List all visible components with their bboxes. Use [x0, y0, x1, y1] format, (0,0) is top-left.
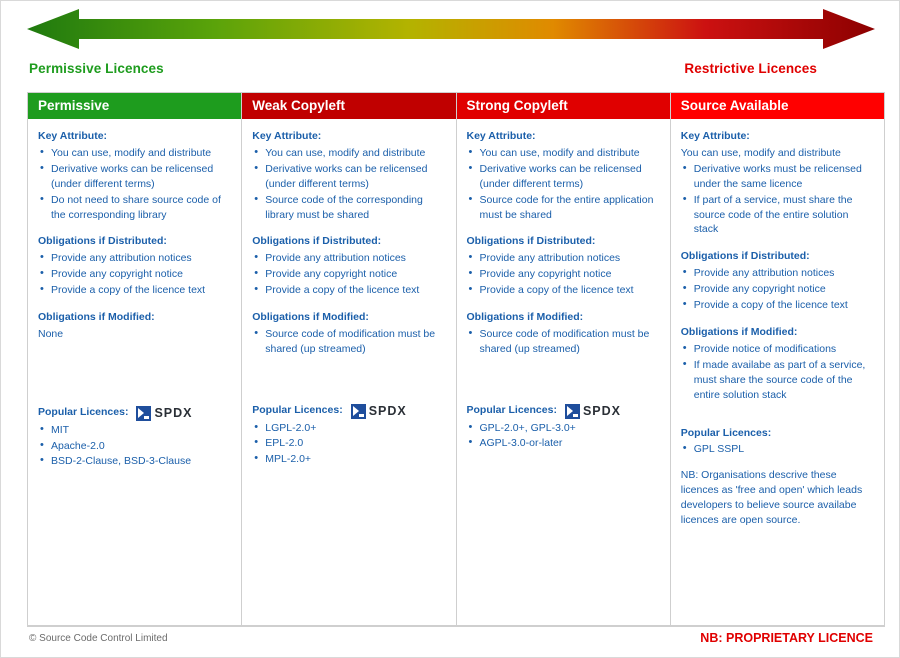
- label-popular-licences: Popular Licences:: [252, 404, 343, 417]
- spdx-mark-icon: [351, 404, 366, 419]
- proprietary-licence-note: NB: PROPRIETARY LICENCE: [700, 631, 873, 645]
- list-item: • Do not need to share source code of the corresponding library: [38, 193, 231, 223]
- list-item: • Source code of modification must be shared (up streamed): [467, 327, 660, 357]
- spdx-wordmark: SPDX: [368, 403, 407, 418]
- column-header-strong-copyleft: Strong Copyleft: [457, 93, 670, 119]
- list-item: • Provide any attribution notices: [252, 251, 445, 266]
- column-source-available: [671, 93, 884, 625]
- label-key-attribute: Key Attribute:: [466, 130, 536, 142]
- key-attribute-list: [467, 146, 660, 223]
- list-item: • Provide any copyright notice: [467, 267, 660, 282]
- spdx-mark-icon: [136, 406, 151, 421]
- list-item: • GPL SSPL: [681, 442, 874, 457]
- popular-licences-list: [681, 442, 874, 457]
- popular-licences-row: [681, 426, 874, 443]
- key-attribute-list: [252, 146, 445, 223]
- column-strong-copyleft: [457, 93, 671, 625]
- label-obligations-modified: Obligations if Modified:: [38, 311, 155, 324]
- obligations-modified-list: [681, 342, 874, 403]
- label-obligations-modified: Obligations if Modified:: [252, 311, 369, 324]
- list-item: • If made availabe as part of a service, must share the source code of the entire solution stack: [681, 358, 874, 403]
- list-item: • Derivative works can be relicensed (under different terms): [38, 162, 231, 192]
- column-permissive: [28, 93, 242, 625]
- label-popular-licences: Popular Licences:: [38, 406, 129, 419]
- spdx-wordmark: SPDX: [582, 403, 621, 418]
- list-item: • Source code of the corresponding library must be shared: [252, 193, 445, 223]
- spdx-wordmark: SPDX: [154, 405, 193, 420]
- obligations-modified-list: [467, 327, 660, 357]
- obligations-distributed-list: [681, 266, 874, 313]
- label-obligations-distributed: Obligations if Distributed:: [38, 235, 167, 248]
- popular-licences-list: [252, 421, 445, 468]
- list-item: • Provide any attribution notices: [467, 251, 660, 266]
- spdx-logo: [136, 405, 192, 423]
- column-header-permissive: Permissive: [28, 93, 241, 119]
- licence-spectrum-arrow: [27, 9, 875, 49]
- label-obligations-modified: Obligations if Modified:: [680, 325, 798, 338]
- list-item: • If part of a service, must share the source code of the entire solution stack: [681, 193, 874, 238]
- list-item: • Provide notice of modifications: [681, 342, 874, 357]
- source-available-note: NB: Organisations descrive these licences as 'free and open' which leads developers to believe source availabe licences are open source.: [680, 469, 863, 527]
- column-body-strong-copyleft: [457, 119, 670, 625]
- key-attribute-lead: You can use, modify and distribute: [680, 146, 841, 159]
- label-obligations-distributed: Obligations if Distributed:: [466, 235, 596, 248]
- list-item: • Provide any copyright notice: [681, 282, 874, 297]
- spectrum-label-permissive: Permissive Licences: [29, 61, 164, 76]
- footer-divider: [27, 626, 885, 627]
- list-item: • Provide a copy of the licence text: [252, 283, 445, 298]
- spdx-logo: [351, 403, 407, 421]
- key-attribute-list: [681, 162, 874, 238]
- list-item: • Provide any attribution notices: [681, 266, 874, 281]
- popular-licences-row: [252, 403, 445, 421]
- spdx-logo: [565, 403, 621, 421]
- licence-table: [27, 92, 885, 626]
- label-key-attribute: Key Attribute:: [38, 130, 108, 142]
- list-item: • You can use, modify and distribute: [252, 146, 445, 161]
- list-item: • LGPL-2.0+: [252, 421, 445, 436]
- popular-licences-list: [38, 423, 231, 470]
- list-item: • Provide any copyright notice: [252, 267, 445, 282]
- list-item: • Provide any copyright notice: [38, 267, 231, 282]
- popular-licences-row: [38, 405, 231, 423]
- label-obligations-modified: Obligations if Modified:: [466, 311, 584, 324]
- label-key-attribute: Key Attribute:: [680, 130, 750, 142]
- list-item: • BSD-2-Clause, BSD-3-Clause: [38, 454, 231, 469]
- obligations-distributed-list: [252, 251, 445, 298]
- obligations-distributed-list: [38, 251, 231, 298]
- list-item: • Source code for the entire application must be shared: [467, 193, 660, 223]
- column-body-source-available: [671, 119, 884, 625]
- list-item: • Provide a copy of the licence text: [38, 283, 231, 298]
- spdx-mark-icon: [565, 404, 580, 419]
- list-item: • Provide any attribution notices: [38, 251, 231, 266]
- label-obligations-distributed: Obligations if Distributed:: [680, 250, 810, 263]
- list-item: • Source code of modification must be shared (up streamed): [252, 327, 445, 357]
- list-item: • GPL-2.0+, GPL-3.0+: [467, 421, 660, 436]
- list-item: • You can use, modify and distribute: [38, 146, 231, 161]
- obligations-modified-value: None: [38, 327, 64, 340]
- list-item: • Apache-2.0: [38, 439, 231, 454]
- list-item: • MPL-2.0+: [252, 452, 445, 467]
- list-item: • Provide a copy of the licence text: [467, 283, 660, 298]
- list-item: • Derivative works must be relicensed under the same licence: [681, 162, 874, 192]
- label-obligations-distributed: Obligations if Distributed:: [252, 235, 382, 248]
- spectrum-label-restrictive: Restrictive Licences: [684, 61, 817, 76]
- copyright-text: © Source Code Control Limited: [29, 633, 168, 644]
- label-popular-licences: Popular Licences:: [680, 426, 772, 439]
- popular-licences-list: [467, 421, 660, 452]
- column-body-weak-copyleft: [242, 119, 455, 625]
- label-popular-licences: Popular Licences:: [466, 404, 557, 417]
- column-header-weak-copyleft: Weak Copyleft: [242, 93, 455, 119]
- popular-licences-row: [467, 403, 660, 421]
- list-item: • You can use, modify and distribute: [467, 146, 660, 161]
- obligations-modified-list: [252, 327, 445, 357]
- list-item: • AGPL-3.0-or-later: [467, 436, 660, 451]
- key-attribute-list: [38, 146, 231, 223]
- list-item: • MIT: [38, 423, 231, 438]
- list-item: • Derivative works can be relicensed (under different terms): [467, 162, 660, 192]
- obligations-distributed-list: [467, 251, 660, 298]
- column-weak-copyleft: [242, 93, 456, 625]
- column-header-source-available: Source Available: [671, 93, 884, 119]
- list-item: • Derivative works can be relicensed (under different terms): [252, 162, 445, 192]
- list-item: • Provide a copy of the licence text: [681, 298, 874, 313]
- column-body-permissive: [28, 119, 241, 625]
- list-item: • EPL-2.0: [252, 436, 445, 451]
- label-key-attribute: Key Attribute:: [252, 130, 322, 142]
